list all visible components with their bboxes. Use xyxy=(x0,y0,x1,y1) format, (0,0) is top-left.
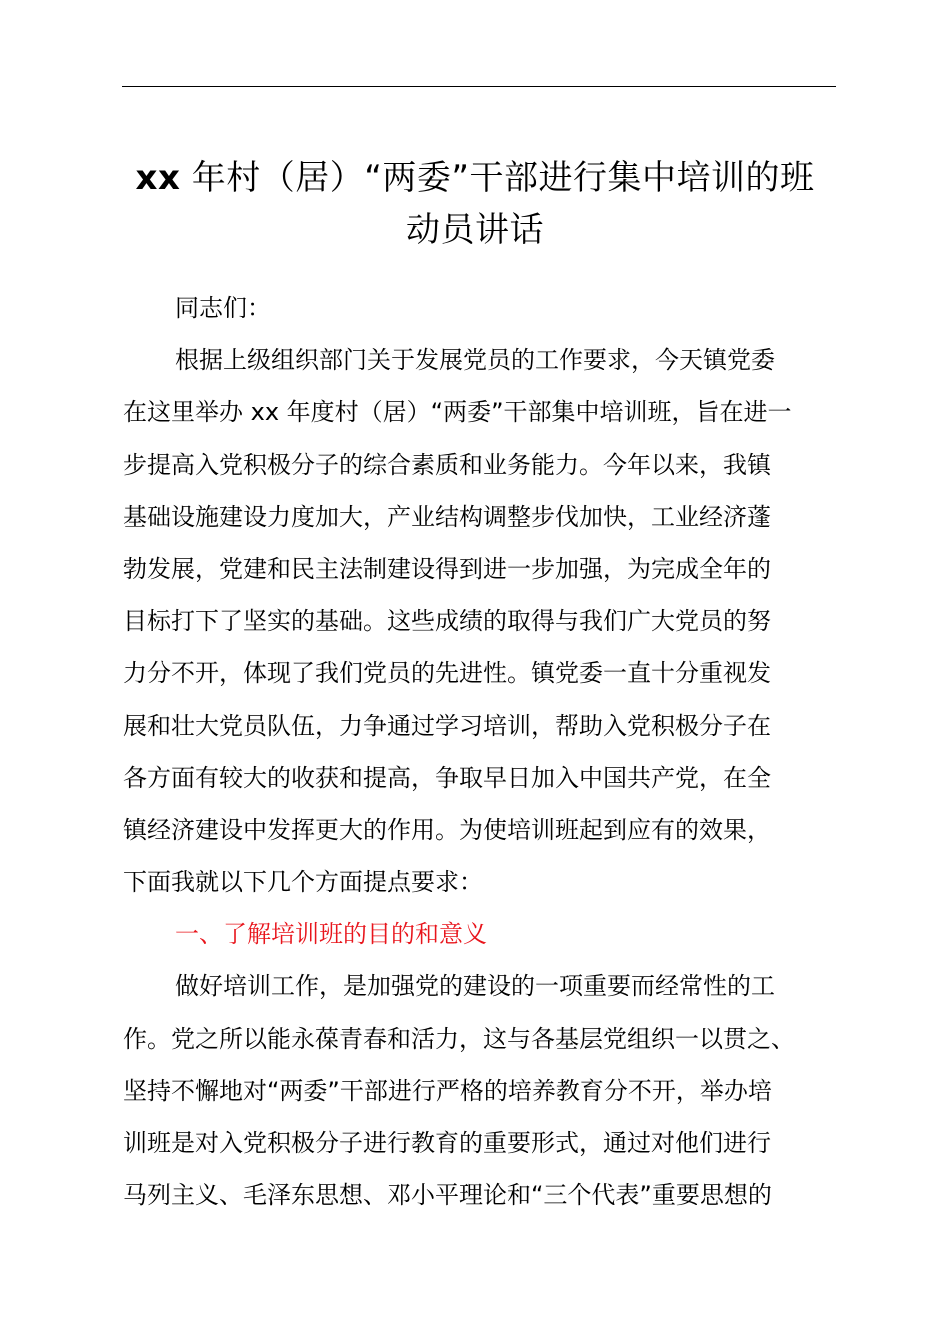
paragraph-line: 展和壮大党员队伍，力争通过学习培训，帮助入党积极分子在 xyxy=(123,711,771,740)
header-rule xyxy=(122,86,836,87)
document-body xyxy=(123,282,843,1221)
paragraph-line: 根据上级组织部门关于发展党员的工作要求，今天镇党委 xyxy=(175,346,775,375)
paragraph-line: 各方面有较大的收获和提高，争取早日加入中国共产党，在全 xyxy=(123,763,771,792)
paragraph-line: 力分不开，体现了我们党员的先进性。镇党委一直十分重视发 xyxy=(123,659,771,688)
paragraph-line: 训班是对入党积极分子进行教育的重要形式，通过对他们进行 xyxy=(123,1129,771,1157)
paragraph-line: 步提高入党积极分子的综合素质和业务能力。今年以来，我镇 xyxy=(123,450,771,479)
paragraph-line: 基础设施建设力度加大，产业结构调整步伐加快，工业经济蓬 xyxy=(123,502,771,531)
paragraph-line: 做好培训工作，是加强党的建设的一项重要而经常性的工 xyxy=(175,972,775,1001)
document-title xyxy=(100,152,850,256)
paragraph-line: 目标打下了坚实的基础。这些成绩的取得与我们广大党员的努 xyxy=(123,607,771,636)
paragraph-line: 坚持不懈地对“两委”干部进行严格的培养教育分不开，举办培 xyxy=(123,1076,772,1105)
paragraph-line: 作。党之所以能永葆青春和活力，这与各基层党组织一以贯之、 xyxy=(123,1024,795,1053)
paragraph-line: 下面我就以下几个方面提点要求： xyxy=(123,868,483,897)
title-prefix: xx xyxy=(135,158,181,198)
paragraph-line: 在这里举办 xx 年度村（居）“两委”干部集中培训班，旨在进一 xyxy=(123,398,792,427)
paragraph-line: 勃发展，党建和民主法制建设得到进一步加强，为完成全年的 xyxy=(123,554,771,583)
paragraph-line: 镇经济建设中发挥更大的作用。为使培训班起到应有的效果， xyxy=(123,815,771,844)
title-line-1-text: 年村（居）“两委”干部进行集中培训的班 xyxy=(180,158,815,198)
salutation: 同志们： xyxy=(175,294,271,322)
paragraph-line: 马列主义、毛泽东思想、邓小平理论和“三个代表”重要思想的 xyxy=(123,1181,772,1210)
section-heading: 一、了解培训班的目的和意义 xyxy=(175,920,487,949)
title-line-2: 动员讲话 xyxy=(406,210,544,250)
title-line-1 xyxy=(100,152,850,204)
